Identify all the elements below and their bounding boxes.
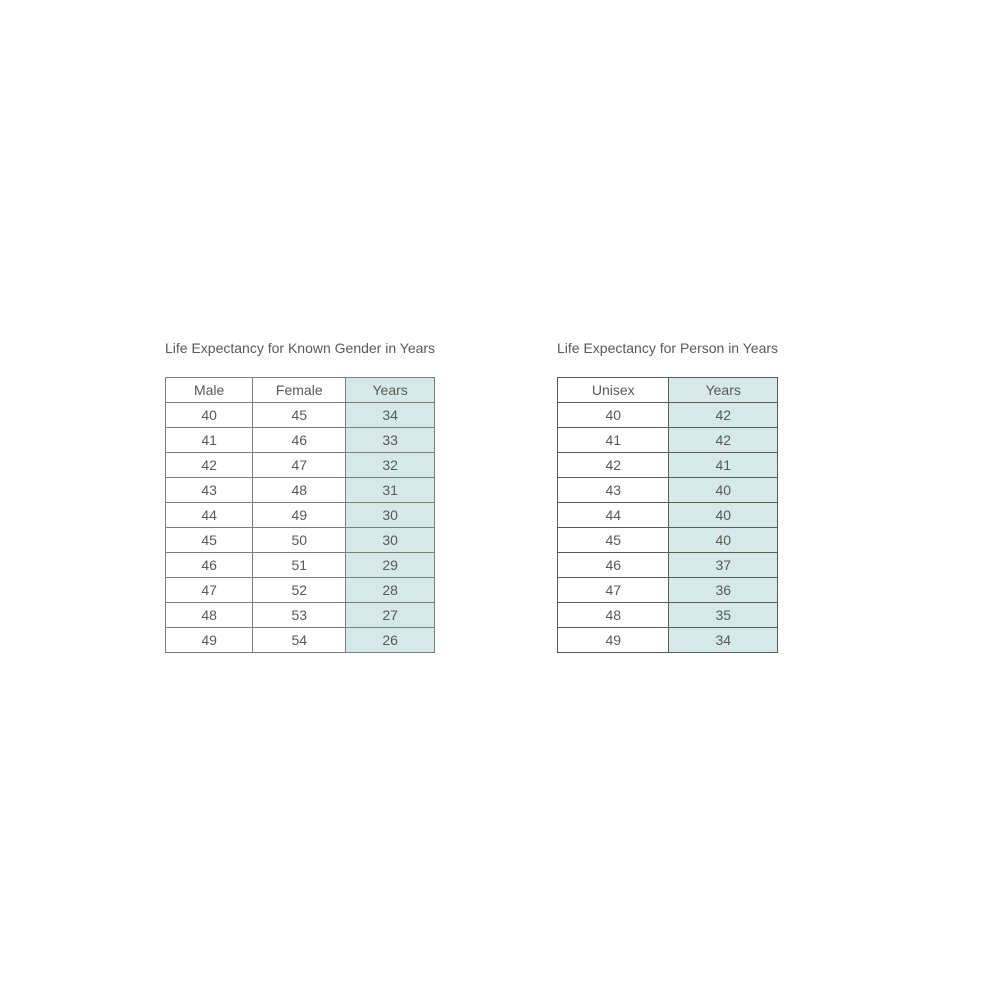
- table-cell-unisex: 45: [558, 528, 669, 553]
- table-row: [166, 528, 435, 553]
- table-cell-unisex: 46: [558, 553, 669, 578]
- table-block-known-gender: [165, 338, 436, 648]
- table-cell-male: 41: [166, 428, 253, 453]
- table-cell-female: 52: [253, 578, 346, 603]
- table-cell-male: 46: [166, 553, 253, 578]
- column-header-years: Years: [669, 378, 778, 403]
- table-cell-unisex: 47: [558, 578, 669, 603]
- table-title: Life Expectancy for Known Gender in Years: [165, 340, 436, 356]
- table-cell-years: 31: [346, 478, 435, 503]
- table-row: [166, 553, 435, 578]
- column-header-unisex: Unisex: [558, 378, 669, 403]
- table-row: [166, 453, 435, 478]
- table-title: Life Expectancy for Person in Years: [557, 340, 779, 356]
- table-cell-unisex: 41: [558, 428, 669, 453]
- table-cell-male: 42: [166, 453, 253, 478]
- column-header-female: Female: [253, 378, 346, 403]
- table-cell-years: 29: [346, 553, 435, 578]
- table-cell-female: 48: [253, 478, 346, 503]
- table-cell-years: 32: [346, 453, 435, 478]
- table-cell-unisex: 42: [558, 453, 669, 478]
- table-cell-unisex: 40: [558, 403, 669, 428]
- table-cell-male: 45: [166, 528, 253, 553]
- table-row: [166, 628, 435, 653]
- table-cell-years: 40: [669, 478, 778, 503]
- table-cell-female: 54: [253, 628, 346, 653]
- life-expectancy-person-table: [557, 377, 778, 653]
- table-cell-female: 47: [253, 453, 346, 478]
- table-block-person: [557, 338, 779, 648]
- table-cell-unisex: 48: [558, 603, 669, 628]
- table-cell-years: 41: [669, 453, 778, 478]
- table-cell-unisex: 43: [558, 478, 669, 503]
- table-cell-male: 48: [166, 603, 253, 628]
- table-cell-years: 42: [669, 428, 778, 453]
- table-row: [558, 428, 778, 453]
- column-header-male: Male: [166, 378, 253, 403]
- table-row: [558, 628, 778, 653]
- table-row: [166, 478, 435, 503]
- table-row: [166, 403, 435, 428]
- table-cell-female: 49: [253, 503, 346, 528]
- table-row: [558, 403, 778, 428]
- table-cell-years: 30: [346, 503, 435, 528]
- table-row: [558, 503, 778, 528]
- table-row: [558, 453, 778, 478]
- table-cell-male: 40: [166, 403, 253, 428]
- table-cell-unisex: 44: [558, 503, 669, 528]
- table-cell-years: 40: [669, 503, 778, 528]
- table-cell-years: 42: [669, 403, 778, 428]
- column-header-years: Years: [346, 378, 435, 403]
- table-cell-years: 34: [346, 403, 435, 428]
- table-cell-years: 26: [346, 628, 435, 653]
- table-cell-female: 50: [253, 528, 346, 553]
- table-cell-female: 51: [253, 553, 346, 578]
- table-cell-years: 30: [346, 528, 435, 553]
- life-expectancy-gender-table: [165, 377, 435, 653]
- header-row: [558, 378, 778, 403]
- table-row: [558, 553, 778, 578]
- table-cell-years: 37: [669, 553, 778, 578]
- table-row: [166, 603, 435, 628]
- table-row: [558, 478, 778, 503]
- table-cell-female: 45: [253, 403, 346, 428]
- table-cell-years: 35: [669, 603, 778, 628]
- table-row: [166, 578, 435, 603]
- table-cell-male: 43: [166, 478, 253, 503]
- table-cell-male: 44: [166, 503, 253, 528]
- table-cell-years: 34: [669, 628, 778, 653]
- table-cell-male: 47: [166, 578, 253, 603]
- table-row: [558, 603, 778, 628]
- table-row: [558, 578, 778, 603]
- table-cell-years: 36: [669, 578, 778, 603]
- table-row: [166, 428, 435, 453]
- table-cell-years: 40: [669, 528, 778, 553]
- table-cell-years: 27: [346, 603, 435, 628]
- header-row: [166, 378, 435, 403]
- table-cell-years: 33: [346, 428, 435, 453]
- table-cell-unisex: 49: [558, 628, 669, 653]
- table-cell-female: 53: [253, 603, 346, 628]
- table-cell-female: 46: [253, 428, 346, 453]
- table-row: [558, 528, 778, 553]
- table-row: [166, 503, 435, 528]
- table-cell-male: 49: [166, 628, 253, 653]
- table-cell-years: 28: [346, 578, 435, 603]
